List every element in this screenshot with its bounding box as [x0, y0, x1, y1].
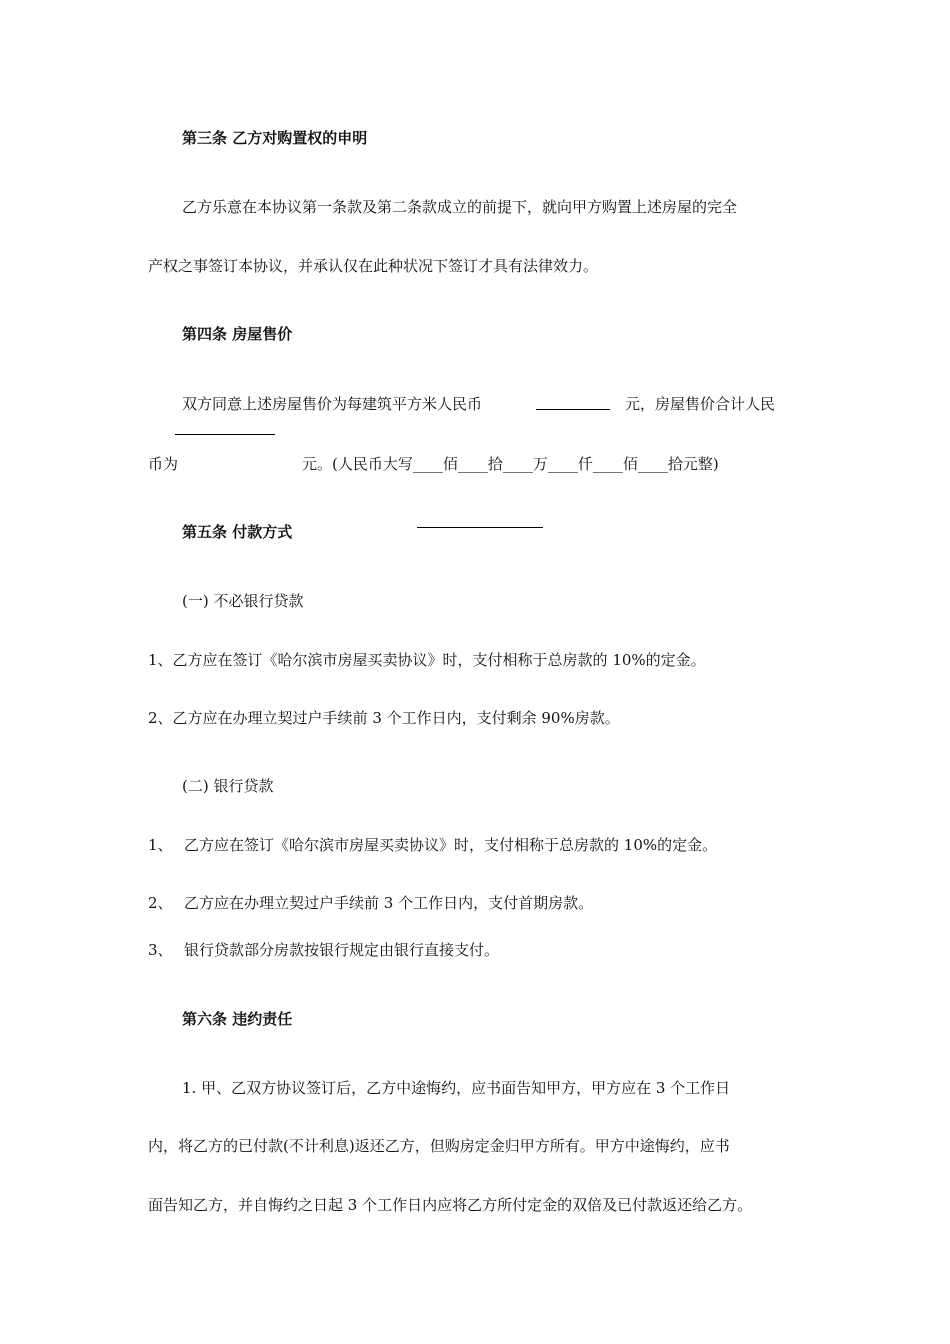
bank-loan-item-3-number: 3、 [148, 941, 173, 959]
bank-loan-item-1-text: 乙方应在签订《哈尔滨市房屋买卖协议》时，支付相称于总房款的 10%的定金。 [184, 836, 718, 854]
bank-loan-item-3-text: 银行贷款部分房款按银行规定由银行直接支付。 [184, 941, 500, 959]
price-line-2-text: 元。(人民币大写____佰____拾____万____仟____佰____拾元整) [302, 455, 719, 473]
bank-loan-item-2-number: 2、 [148, 894, 173, 912]
subsection-bank-loan-title: (二) 银行贷款 [182, 777, 274, 795]
total-price-blank [175, 434, 275, 435]
article-6-paragraph-line-2: 内，将乙方的已付款(不计利息)返还乙方，但购房定金归甲方所有。甲方中途悔约，应书 [148, 1137, 730, 1155]
article-3-heading: 第三条 乙方对购置权的申明 [182, 129, 368, 147]
price-line-1-suffix: 元，房屋售价合计人民 [625, 395, 776, 413]
price-line-1-text: 双方同意上述房屋售价为每建筑平方米人民币 [182, 395, 483, 413]
no-loan-item-1: 1、乙方应在签订《哈尔滨市房屋买卖协议》时，支付相称于总房款的 10%的定金。 [148, 651, 706, 669]
article-6-paragraph-line-3: 面告知乙方，并自悔约之日起 3 个工作日内应将乙方所付定金的双倍及已付款返还给乙方。 [148, 1196, 753, 1214]
bank-loan-item-2-text: 乙方应在办理立契过户手续前 3 个工作日内，支付首期房款。 [184, 894, 594, 912]
subsection-no-loan-title: (一) 不必银行贷款 [182, 592, 304, 610]
article-3-paragraph-line-1: 乙方乐意在本协议第一条款及第二条款成立的前提下，就向甲方购置上述房屋的完全 [182, 198, 738, 216]
bank-loan-item-1-number: 1、 [148, 836, 173, 854]
article-4-heading: 第四条 房屋售价 [182, 325, 293, 343]
article-6-heading: 第六条 违约责任 [182, 1010, 293, 1028]
no-loan-item-2: 2、乙方应在办理立契过户手续前 3 个工作日内，支付剩余 90%房款。 [148, 709, 620, 727]
price-per-sqm-blank [536, 409, 610, 410]
article-5-heading: 第五条 付款方式 [182, 523, 293, 541]
article-6-paragraph-line-1: 1. 甲、乙双方协议签订后，乙方中途悔约，应书面告知甲方，甲方应在 3 个工作日 [182, 1079, 731, 1097]
price-line-2-prefix: 币为 [148, 455, 179, 473]
underline-rule [417, 527, 543, 528]
article-3-paragraph-line-2: 产权之事签订本协议，并承认仅在此种状况下签订才具有法律效力。 [148, 257, 599, 275]
